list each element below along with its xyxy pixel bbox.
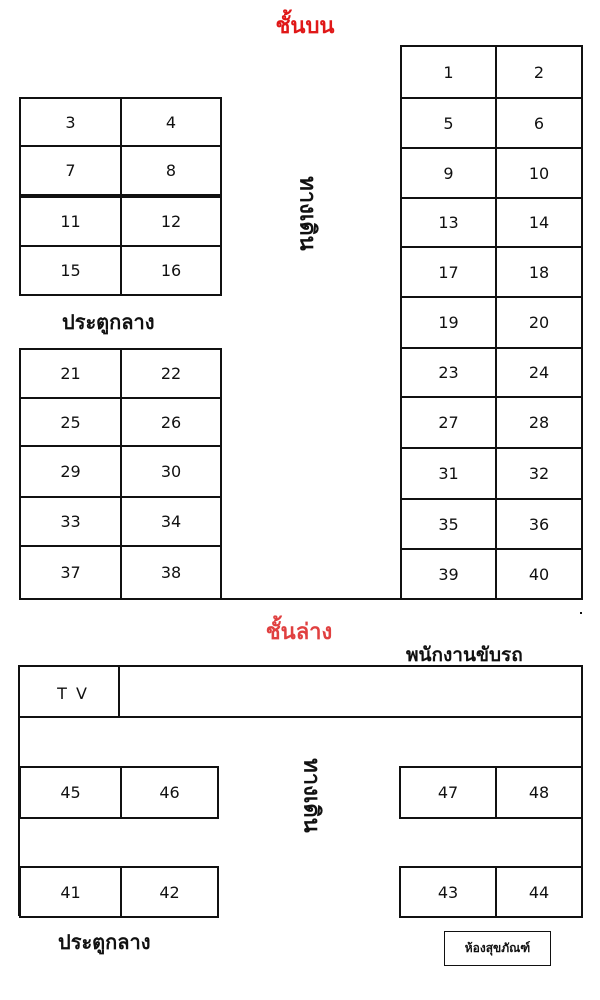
seat-39[interactable]: 39 xyxy=(400,548,497,600)
seat-5[interactable]: 5 xyxy=(400,97,497,149)
seat-33[interactable]: 33 xyxy=(19,496,122,547)
seat-17[interactable]: 17 xyxy=(400,246,497,298)
seat-23[interactable]: 23 xyxy=(400,347,497,398)
lower-aisle-label: ทางเดิน xyxy=(298,758,324,833)
seat-27[interactable]: 27 xyxy=(400,396,497,449)
seat-29[interactable]: 29 xyxy=(19,445,122,498)
seat-1[interactable]: 1 xyxy=(400,45,497,99)
seat-41[interactable]: 41 xyxy=(19,866,122,918)
seat-8[interactable]: 8 xyxy=(120,145,222,196)
seat-42[interactable]: 42 xyxy=(120,866,219,918)
upper-aisle-label: ทางเดิน xyxy=(294,176,320,251)
lower-floor-title: ชั้นล่าง xyxy=(265,620,333,645)
seat-34[interactable]: 34 xyxy=(120,496,222,547)
seat-19[interactable]: 19 xyxy=(400,296,497,349)
seat-35[interactable]: 35 xyxy=(400,498,497,550)
seat-48[interactable]: 48 xyxy=(495,766,583,819)
seat-28[interactable]: 28 xyxy=(495,396,583,449)
restroom-box: ห้องสุขภัณฑ์ xyxy=(444,931,551,966)
seat-15[interactable]: 15 xyxy=(19,245,122,296)
tv-divider xyxy=(118,665,120,718)
seat-7[interactable]: 7 xyxy=(19,145,122,196)
seat-43[interactable]: 43 xyxy=(399,866,497,918)
seat-18[interactable]: 18 xyxy=(495,246,583,298)
upper-middle-door-label: ประตูกลาง xyxy=(62,310,155,334)
seat-12[interactable]: 12 xyxy=(120,196,222,247)
seat-36[interactable]: 36 xyxy=(495,498,583,550)
seat-14[interactable]: 14 xyxy=(495,197,583,248)
upper-floor-corner-dot xyxy=(580,612,582,614)
seat-30[interactable]: 30 xyxy=(120,445,222,498)
seat-25[interactable]: 25 xyxy=(19,397,122,447)
lower-middle-door-label: ประตูกลาง xyxy=(58,930,151,954)
seat-37[interactable]: 37 xyxy=(19,545,122,600)
seat-9[interactable]: 9 xyxy=(400,147,497,199)
seat-46[interactable]: 46 xyxy=(120,766,219,819)
seat-11[interactable]: 11 xyxy=(19,196,122,247)
driver-label: พนักงานขับรถ xyxy=(406,644,523,666)
seat-40[interactable]: 40 xyxy=(495,548,583,600)
seat-47[interactable]: 47 xyxy=(399,766,497,819)
seat-10[interactable]: 10 xyxy=(495,147,583,199)
seat-24[interactable]: 24 xyxy=(495,347,583,398)
seat-22[interactable]: 22 xyxy=(120,348,222,399)
seat-13[interactable]: 13 xyxy=(400,197,497,248)
seat-45[interactable]: 45 xyxy=(19,766,122,819)
seat-2[interactable]: 2 xyxy=(495,45,583,99)
seat-16[interactable]: 16 xyxy=(120,245,222,296)
seat-38[interactable]: 38 xyxy=(120,545,222,600)
seat-44[interactable]: 44 xyxy=(495,866,583,918)
tv-label: T V xyxy=(57,684,89,703)
seat-31[interactable]: 31 xyxy=(400,447,497,500)
seat-20[interactable]: 20 xyxy=(495,296,583,349)
seat-32[interactable]: 32 xyxy=(495,447,583,500)
upper-floor-title: ชั้นบน xyxy=(275,14,335,39)
seat-21[interactable]: 21 xyxy=(19,348,122,399)
seat-6[interactable]: 6 xyxy=(495,97,583,149)
seat-4[interactable]: 4 xyxy=(120,97,222,148)
seat-3[interactable]: 3 xyxy=(19,97,122,148)
seat-26[interactable]: 26 xyxy=(120,397,222,447)
